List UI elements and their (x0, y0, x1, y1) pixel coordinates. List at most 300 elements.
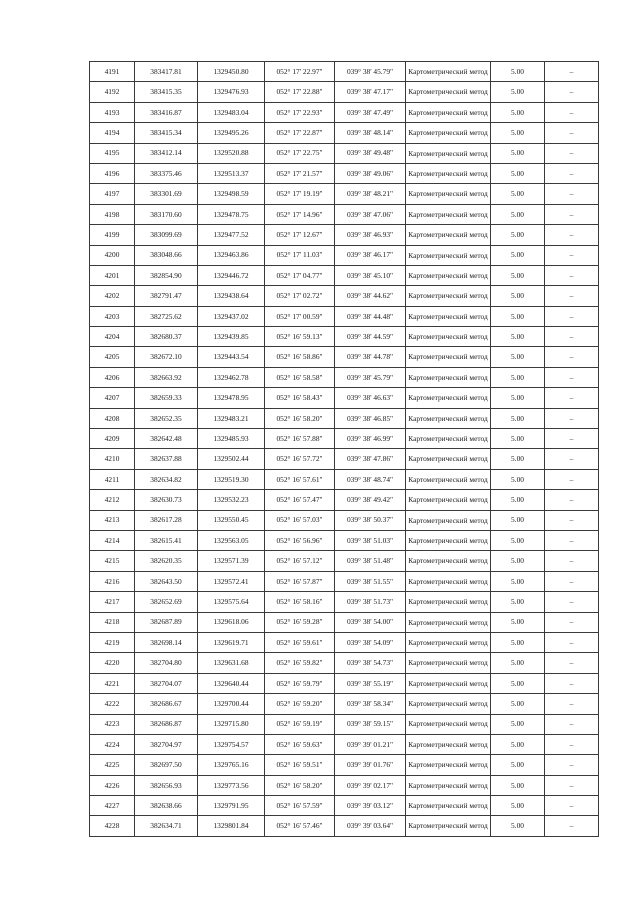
x-coordinate-cell: 383412.14 (135, 143, 198, 163)
y-coordinate-cell: 1329439.85 (198, 327, 265, 347)
method-cell: Картометрический метод (406, 796, 491, 816)
latitude-cell: 052° 16' 57.12" (265, 551, 335, 571)
note-cell: – (545, 123, 599, 143)
x-coordinate-cell: 382637.88 (135, 449, 198, 469)
method-cell: Картометрический метод (406, 612, 491, 632)
table-row (90, 184, 599, 204)
longitude-cell: 039° 38' 51.73" (335, 592, 406, 612)
table-row (90, 123, 599, 143)
point-number-cell: 4197 (90, 184, 135, 204)
longitude-cell: 039° 38' 51.03" (335, 530, 406, 550)
accuracy-cell: 5.00 (491, 510, 545, 530)
longitude-cell: 039° 39' 03.64" (335, 816, 406, 836)
point-number-cell: 4192 (90, 82, 135, 102)
accuracy-cell: 5.00 (491, 551, 545, 571)
accuracy-cell: 5.00 (491, 734, 545, 754)
y-coordinate-cell: 1329502.44 (198, 449, 265, 469)
note-cell: – (545, 143, 599, 163)
x-coordinate-cell: 382643.50 (135, 571, 198, 591)
latitude-cell: 052° 17' 00.59" (265, 306, 335, 326)
method-cell: Картометрический метод (406, 265, 491, 285)
table-row (90, 551, 599, 571)
latitude-cell: 052° 16' 57.03" (265, 510, 335, 530)
note-cell: – (545, 530, 599, 550)
method-cell: Картометрический метод (406, 123, 491, 143)
y-coordinate-cell: 1329575.64 (198, 592, 265, 612)
y-coordinate-cell: 1329532.23 (198, 490, 265, 510)
y-coordinate-cell: 1329700.44 (198, 694, 265, 714)
method-cell: Картометрический метод (406, 714, 491, 734)
accuracy-cell: 5.00 (491, 184, 545, 204)
table-row (90, 469, 599, 489)
note-cell: – (545, 367, 599, 387)
point-number-cell: 4211 (90, 469, 135, 489)
table-row (90, 775, 599, 795)
note-cell: – (545, 714, 599, 734)
method-cell: Картометрический метод (406, 632, 491, 652)
latitude-cell: 052° 16' 59.79" (265, 673, 335, 693)
table-row (90, 367, 599, 387)
method-cell: Картометрический метод (406, 204, 491, 224)
x-coordinate-cell: 382656.93 (135, 775, 198, 795)
point-number-cell: 4223 (90, 714, 135, 734)
method-cell: Картометрический метод (406, 388, 491, 408)
point-number-cell: 4206 (90, 367, 135, 387)
point-number-cell: 4219 (90, 632, 135, 652)
method-cell: Картометрический метод (406, 530, 491, 550)
table-row (90, 163, 599, 183)
method-cell: Картометрический метод (406, 592, 491, 612)
longitude-cell: 039° 38' 45.79" (335, 62, 406, 82)
table-row (90, 286, 599, 306)
x-coordinate-cell: 383415.35 (135, 82, 198, 102)
accuracy-cell: 5.00 (491, 102, 545, 122)
coordinates-table-body (90, 62, 599, 837)
point-number-cell: 4204 (90, 327, 135, 347)
note-cell: – (545, 225, 599, 245)
latitude-cell: 052° 16' 59.51" (265, 755, 335, 775)
longitude-cell: 039° 38' 54.00" (335, 612, 406, 632)
table-row (90, 245, 599, 265)
point-number-cell: 4228 (90, 816, 135, 836)
y-coordinate-cell: 1329715.80 (198, 714, 265, 734)
accuracy-cell: 5.00 (491, 429, 545, 449)
note-cell: – (545, 694, 599, 714)
latitude-cell: 052° 17' 12.67" (265, 225, 335, 245)
note-cell: – (545, 306, 599, 326)
latitude-cell: 052° 16' 59.28" (265, 612, 335, 632)
y-coordinate-cell: 1329773.56 (198, 775, 265, 795)
x-coordinate-cell: 382617.28 (135, 510, 198, 530)
method-cell: Картометрический метод (406, 184, 491, 204)
point-number-cell: 4218 (90, 612, 135, 632)
longitude-cell: 039° 38' 46.93" (335, 225, 406, 245)
latitude-cell: 052° 16' 58.16" (265, 592, 335, 612)
accuracy-cell: 5.00 (491, 469, 545, 489)
longitude-cell: 039° 38' 51.55" (335, 571, 406, 591)
point-number-cell: 4196 (90, 163, 135, 183)
table-row (90, 714, 599, 734)
accuracy-cell: 5.00 (491, 530, 545, 550)
note-cell: – (545, 755, 599, 775)
method-cell: Картометрический метод (406, 449, 491, 469)
accuracy-cell: 5.00 (491, 592, 545, 612)
longitude-cell: 039° 38' 59.15" (335, 714, 406, 734)
table-row (90, 306, 599, 326)
y-coordinate-cell: 1329443.54 (198, 347, 265, 367)
table-row (90, 653, 599, 673)
latitude-cell: 052° 16' 59.13" (265, 327, 335, 347)
accuracy-cell: 5.00 (491, 286, 545, 306)
latitude-cell: 052° 16' 58.20" (265, 408, 335, 428)
note-cell: – (545, 82, 599, 102)
longitude-cell: 039° 38' 45.79" (335, 367, 406, 387)
longitude-cell: 039° 38' 44.78" (335, 347, 406, 367)
x-coordinate-cell: 382615.41 (135, 530, 198, 550)
y-coordinate-cell: 1329462.78 (198, 367, 265, 387)
x-coordinate-cell: 382652.35 (135, 408, 198, 428)
table-row (90, 327, 599, 347)
y-coordinate-cell: 1329463.86 (198, 245, 265, 265)
x-coordinate-cell: 383417.81 (135, 62, 198, 82)
point-number-cell: 4221 (90, 673, 135, 693)
table-row (90, 673, 599, 693)
table-row (90, 510, 599, 530)
longitude-cell: 039° 38' 46.63" (335, 388, 406, 408)
x-coordinate-cell: 382686.87 (135, 714, 198, 734)
longitude-cell: 039° 39' 01.76" (335, 755, 406, 775)
table-row (90, 265, 599, 285)
point-number-cell: 4222 (90, 694, 135, 714)
point-number-cell: 4193 (90, 102, 135, 122)
y-coordinate-cell: 1329446.72 (198, 265, 265, 285)
note-cell: – (545, 612, 599, 632)
latitude-cell: 052° 16' 56.96" (265, 530, 335, 550)
y-coordinate-cell: 1329550.45 (198, 510, 265, 530)
longitude-cell: 039° 38' 45.10" (335, 265, 406, 285)
y-coordinate-cell: 1329618.06 (198, 612, 265, 632)
y-coordinate-cell: 1329572.41 (198, 571, 265, 591)
x-coordinate-cell: 382697.50 (135, 755, 198, 775)
x-coordinate-cell: 382652.69 (135, 592, 198, 612)
method-cell: Картометрический метод (406, 755, 491, 775)
note-cell: – (545, 816, 599, 836)
table-row (90, 612, 599, 632)
longitude-cell: 039° 39' 03.12" (335, 796, 406, 816)
longitude-cell: 039° 38' 47.17" (335, 82, 406, 102)
point-number-cell: 4191 (90, 62, 135, 82)
longitude-cell: 039° 38' 49.06" (335, 163, 406, 183)
accuracy-cell: 5.00 (491, 449, 545, 469)
table-row (90, 632, 599, 652)
table-row (90, 694, 599, 714)
accuracy-cell: 5.00 (491, 490, 545, 510)
latitude-cell: 052° 17' 22.93" (265, 102, 335, 122)
latitude-cell: 052° 16' 59.61" (265, 632, 335, 652)
accuracy-cell: 5.00 (491, 775, 545, 795)
point-number-cell: 4210 (90, 449, 135, 469)
note-cell: – (545, 327, 599, 347)
table-row (90, 388, 599, 408)
longitude-cell: 039° 39' 02.17" (335, 775, 406, 795)
latitude-cell: 052° 16' 59.19" (265, 714, 335, 734)
y-coordinate-cell: 1329483.21 (198, 408, 265, 428)
point-number-cell: 4202 (90, 286, 135, 306)
note-cell: – (545, 653, 599, 673)
point-number-cell: 4216 (90, 571, 135, 591)
x-coordinate-cell: 382725.62 (135, 306, 198, 326)
point-number-cell: 4212 (90, 490, 135, 510)
note-cell: – (545, 286, 599, 306)
longitude-cell: 039° 38' 49.42" (335, 490, 406, 510)
latitude-cell: 052° 16' 59.63" (265, 734, 335, 754)
longitude-cell: 039° 38' 48.21" (335, 184, 406, 204)
latitude-cell: 052° 17' 14.96" (265, 204, 335, 224)
point-number-cell: 4215 (90, 551, 135, 571)
method-cell: Картометрический метод (406, 490, 491, 510)
longitude-cell: 039° 38' 48.14" (335, 123, 406, 143)
latitude-cell: 052° 17' 04.77" (265, 265, 335, 285)
point-number-cell: 4205 (90, 347, 135, 367)
latitude-cell: 052° 16' 57.46" (265, 816, 335, 836)
point-number-cell: 4214 (90, 530, 135, 550)
x-coordinate-cell: 382638.66 (135, 796, 198, 816)
accuracy-cell: 5.00 (491, 245, 545, 265)
y-coordinate-cell: 1329640.44 (198, 673, 265, 693)
table-row (90, 204, 599, 224)
latitude-cell: 052° 17' 22.88" (265, 82, 335, 102)
y-coordinate-cell: 1329478.75 (198, 204, 265, 224)
table-row (90, 102, 599, 122)
note-cell: – (545, 469, 599, 489)
table-row (90, 490, 599, 510)
longitude-cell: 039° 38' 51.48" (335, 551, 406, 571)
accuracy-cell: 5.00 (491, 265, 545, 285)
x-coordinate-cell: 383301.69 (135, 184, 198, 204)
latitude-cell: 052° 16' 57.72" (265, 449, 335, 469)
accuracy-cell: 5.00 (491, 123, 545, 143)
method-cell: Картометрический метод (406, 734, 491, 754)
table-row (90, 796, 599, 816)
x-coordinate-cell: 383048.66 (135, 245, 198, 265)
table-row (90, 82, 599, 102)
table-row (90, 816, 599, 836)
x-coordinate-cell: 382698.14 (135, 632, 198, 652)
x-coordinate-cell: 382687.89 (135, 612, 198, 632)
point-number-cell: 4207 (90, 388, 135, 408)
x-coordinate-cell: 382630.73 (135, 490, 198, 510)
table-row (90, 449, 599, 469)
y-coordinate-cell: 1329438.64 (198, 286, 265, 306)
accuracy-cell: 5.00 (491, 62, 545, 82)
note-cell: – (545, 347, 599, 367)
accuracy-cell: 5.00 (491, 327, 545, 347)
accuracy-cell: 5.00 (491, 143, 545, 163)
accuracy-cell: 5.00 (491, 796, 545, 816)
accuracy-cell: 5.00 (491, 612, 545, 632)
note-cell: – (545, 490, 599, 510)
x-coordinate-cell: 382634.71 (135, 816, 198, 836)
note-cell: – (545, 265, 599, 285)
x-coordinate-cell: 382704.07 (135, 673, 198, 693)
longitude-cell: 039° 38' 58.34" (335, 694, 406, 714)
method-cell: Картометрический метод (406, 469, 491, 489)
x-coordinate-cell: 382659.33 (135, 388, 198, 408)
table-row (90, 408, 599, 428)
point-number-cell: 4194 (90, 123, 135, 143)
x-coordinate-cell: 382704.80 (135, 653, 198, 673)
method-cell: Картометрический метод (406, 62, 491, 82)
table-row (90, 734, 599, 754)
method-cell: Картометрический метод (406, 694, 491, 714)
note-cell: – (545, 163, 599, 183)
method-cell: Картометрический метод (406, 367, 491, 387)
y-coordinate-cell: 1329801.84 (198, 816, 265, 836)
x-coordinate-cell: 382620.35 (135, 551, 198, 571)
table-row (90, 530, 599, 550)
longitude-cell: 039° 38' 49.48" (335, 143, 406, 163)
note-cell: – (545, 388, 599, 408)
method-cell: Картометрический метод (406, 225, 491, 245)
table-row (90, 571, 599, 591)
point-number-cell: 4220 (90, 653, 135, 673)
latitude-cell: 052° 16' 57.88" (265, 429, 335, 449)
method-cell: Картометрический метод (406, 163, 491, 183)
latitude-cell: 052° 17' 22.97" (265, 62, 335, 82)
longitude-cell: 039° 38' 44.62" (335, 286, 406, 306)
y-coordinate-cell: 1329476.93 (198, 82, 265, 102)
latitude-cell: 052° 16' 57.61" (265, 469, 335, 489)
note-cell: – (545, 184, 599, 204)
latitude-cell: 052° 16' 57.87" (265, 571, 335, 591)
latitude-cell: 052° 17' 21.57" (265, 163, 335, 183)
latitude-cell: 052° 16' 58.43" (265, 388, 335, 408)
y-coordinate-cell: 1329513.37 (198, 163, 265, 183)
y-coordinate-cell: 1329571.39 (198, 551, 265, 571)
method-cell: Картометрический метод (406, 571, 491, 591)
table-row (90, 62, 599, 82)
y-coordinate-cell: 1329519.30 (198, 469, 265, 489)
latitude-cell: 052° 17' 02.72" (265, 286, 335, 306)
accuracy-cell: 5.00 (491, 225, 545, 245)
x-coordinate-cell: 382791.47 (135, 286, 198, 306)
method-cell: Картометрический метод (406, 82, 491, 102)
accuracy-cell: 5.00 (491, 694, 545, 714)
x-coordinate-cell: 382642.48 (135, 429, 198, 449)
method-cell: Картометрический метод (406, 347, 491, 367)
table-row (90, 347, 599, 367)
note-cell: – (545, 510, 599, 530)
method-cell: Картометрический метод (406, 286, 491, 306)
coordinates-table (89, 61, 599, 837)
x-coordinate-cell: 383415.34 (135, 123, 198, 143)
method-cell: Картометрический метод (406, 245, 491, 265)
point-number-cell: 4209 (90, 429, 135, 449)
y-coordinate-cell: 1329520.88 (198, 143, 265, 163)
table-row (90, 143, 599, 163)
method-cell: Картометрический метод (406, 510, 491, 530)
table-row (90, 755, 599, 775)
point-number-cell: 4224 (90, 734, 135, 754)
note-cell: – (545, 632, 599, 652)
x-coordinate-cell: 383375.46 (135, 163, 198, 183)
y-coordinate-cell: 1329791.95 (198, 796, 265, 816)
x-coordinate-cell: 382680.37 (135, 327, 198, 347)
longitude-cell: 039° 39' 01.21" (335, 734, 406, 754)
accuracy-cell: 5.00 (491, 816, 545, 836)
method-cell: Картометрический метод (406, 816, 491, 836)
y-coordinate-cell: 1329450.80 (198, 62, 265, 82)
y-coordinate-cell: 1329485.93 (198, 429, 265, 449)
note-cell: – (545, 245, 599, 265)
accuracy-cell: 5.00 (491, 571, 545, 591)
accuracy-cell: 5.00 (491, 204, 545, 224)
point-number-cell: 4226 (90, 775, 135, 795)
y-coordinate-cell: 1329765.16 (198, 755, 265, 775)
y-coordinate-cell: 1329631.68 (198, 653, 265, 673)
table-row (90, 429, 599, 449)
longitude-cell: 039° 38' 44.59" (335, 327, 406, 347)
longitude-cell: 039° 38' 55.19" (335, 673, 406, 693)
point-number-cell: 4208 (90, 408, 135, 428)
point-number-cell: 4201 (90, 265, 135, 285)
accuracy-cell: 5.00 (491, 673, 545, 693)
method-cell: Картометрический метод (406, 653, 491, 673)
point-number-cell: 4195 (90, 143, 135, 163)
longitude-cell: 039° 38' 54.73" (335, 653, 406, 673)
y-coordinate-cell: 1329495.26 (198, 123, 265, 143)
document-page (89, 61, 598, 837)
note-cell: – (545, 551, 599, 571)
point-number-cell: 4225 (90, 755, 135, 775)
note-cell: – (545, 734, 599, 754)
latitude-cell: 052° 16' 59.20" (265, 694, 335, 714)
longitude-cell: 039° 38' 44.48" (335, 306, 406, 326)
y-coordinate-cell: 1329563.05 (198, 530, 265, 550)
longitude-cell: 039° 38' 47.49" (335, 102, 406, 122)
latitude-cell: 052° 16' 58.58" (265, 367, 335, 387)
accuracy-cell: 5.00 (491, 367, 545, 387)
accuracy-cell: 5.00 (491, 388, 545, 408)
y-coordinate-cell: 1329477.52 (198, 225, 265, 245)
x-coordinate-cell: 382672.10 (135, 347, 198, 367)
point-number-cell: 4213 (90, 510, 135, 530)
method-cell: Картометрический метод (406, 429, 491, 449)
x-coordinate-cell: 383416.87 (135, 102, 198, 122)
accuracy-cell: 5.00 (491, 714, 545, 734)
latitude-cell: 052° 16' 58.20" (265, 775, 335, 795)
method-cell: Картометрический метод (406, 327, 491, 347)
method-cell: Картометрический метод (406, 102, 491, 122)
note-cell: – (545, 62, 599, 82)
latitude-cell: 052° 17' 22.87" (265, 123, 335, 143)
method-cell: Картометрический метод (406, 673, 491, 693)
method-cell: Картометрический метод (406, 143, 491, 163)
table-row (90, 592, 599, 612)
longitude-cell: 039° 38' 47.86" (335, 449, 406, 469)
method-cell: Картометрический метод (406, 306, 491, 326)
longitude-cell: 039° 38' 54.09" (335, 632, 406, 652)
point-number-cell: 4217 (90, 592, 135, 612)
note-cell: – (545, 449, 599, 469)
y-coordinate-cell: 1329619.71 (198, 632, 265, 652)
x-coordinate-cell: 382686.67 (135, 694, 198, 714)
accuracy-cell: 5.00 (491, 82, 545, 102)
longitude-cell: 039° 38' 50.37" (335, 510, 406, 530)
latitude-cell: 052° 16' 57.59" (265, 796, 335, 816)
latitude-cell: 052° 16' 58.86" (265, 347, 335, 367)
longitude-cell: 039° 38' 46.17" (335, 245, 406, 265)
